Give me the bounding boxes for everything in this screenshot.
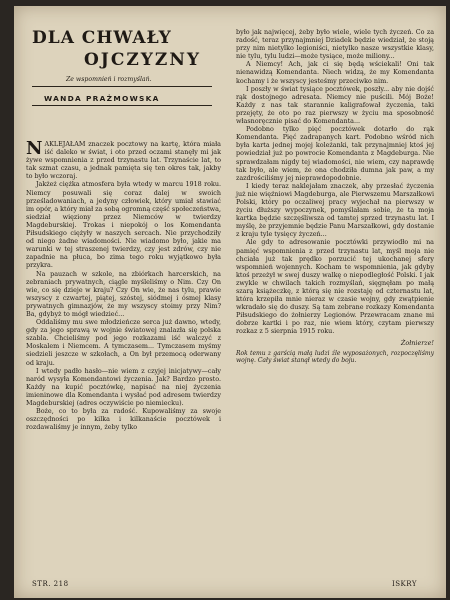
quote-text: Rok temu z garścią małą ludzi źle wyposażonych, rozpoczęliśmy wojnę. Cały świat stanął wtedy do boju.: [236, 349, 434, 365]
paragraph: I poszły w świat tysiące pocztówek, poszły... aby nie dojść rąk dostojnego adresata. Niemcy nie puścili. Mój Boże! Każdy z nas tak starannie kaligrafował życzenia, taki przejęty, że oto po raz pierwszy w życiu ma sposobność własnoręcznie pisać do Komendanta...: [236, 84, 434, 126]
paragraph: Boże, co to była za radość. Kupowaliśmy za swoje oszczędności po kilka i kilkanaście pocztówek i rozdawaliśmy je innym, żeby tylko: [26, 407, 221, 432]
paragraph: Na pauzach w szkole, na zbiórkach harcerskich, na zebraniach prywatnych, ciągle myśleliśmy o Nim. Czy On wie, co się dzieje w kraju? Czy On wie, że nas tylu, prawie wszyscy z czwartej, piątej, szóstej, siódmej i ósmej klasy prywatnych gimnazjów, że my wszyscy stoimy przy Nim? Ba, gdybyż to mógł wiedzieć...: [26, 269, 221, 318]
article-author: WANDA PRAŻMOWSKA: [44, 94, 160, 103]
paragraph: A Niemcy! Ach, jak ci się będą wściekali! Oni tak nienawidzą Komendanta. Niech widzą, że my Komendanta kochamy i że wszyscy jesteśmy przeciwko nim.: [236, 60, 434, 85]
article-subtitle: Ze wspomnień i rozmyślań.: [66, 76, 152, 83]
paragraph: NAKLEJAŁAM znaczek pocztowy na kartę, która miała iść daleko w świat, i oto przed oczami stanęły mi jak żywe wspomnienia z przed trzynastu lat. Trzynaście lat, to tak szmat czasu, a jednak pamięta się ten okres tak, jakby to było wczoraj.: [26, 138, 221, 181]
paragraph: było jak najwięcej, żeby było wiele, wiele tych życzeń. Co za radość, teraz przynajmniej Dziadek będzie wiedział, że stoją przy nim nietylko legioniści, nietylko nasze wszystkie klasy, nie tylu, tylu ludzi—może tysiące, może miliony...: [236, 28, 434, 61]
paragraph: I kiedy teraz naklejałam znaczek, aby przesłać życzenia już nie więźniowi Magdeburga, ale Pierwszemu Marszałkowi Polski, który po oczaliwej pracy wyjechał na pierwszy w życiu dłuższy wypoczynek, pomyślałam sobie, że ta moja kartka będzie szczęśliwsza od tamtej sprzed trzynastu lat. I myślę, że przyjemnie będzie Panu Marszałkowi, gdy dostanie z kraju tyle tysięcy życzeń...: [236, 181, 434, 239]
paragraph: Ale gdy to adresowanie pocztówki przywiodło mi na pamięć wspomnienia z przed trzynastu lat, myśl moja nie chciała już tak prędko porzucić tej ukochanej sfery wspomnień wojennych. Kocham te wspomnienia, jak gdyby ktoś przeżył w swej duszy walkę o niepodległość Polski. I jak zwykle w chwilach takich rozmyślań, sięgnęłam po małą szarą książeczkę, z którą się nie rozstaję od czternastu lat, która krzepiła mnie nieraz w czasie wojny, gdy zwątpienie wkradało się do duszy. Są tam zebrane rozkazy Komendanta Piłsudskiego do żołnierzy Legionów. Przewracam znane mi dobrze kartki i po raz, nie wiem który, czytam pierwszy rozkaz z 5 sierpnia 1915 roku.: [236, 238, 434, 336]
article-title-line2: OJCZYZNY: [84, 50, 202, 70]
paragraph: Oddaliśmy mu swe młodzieńcze serca już dawno, wtedy, gdy za jego sprawą w wojnie światowej znalazła się polska szabla. Chcieliśmy pod jego rozkazami iść walczyć z Moskalem i Niemcem. A tymczasem... Tymczasem myśmy siedzieli jeszcze w szkołach, a On był przemocą oderwany od kraju.: [26, 318, 221, 367]
magazine-name: ISKRY: [392, 580, 417, 588]
drop-cap: N: [26, 138, 43, 159]
divider-bottom: [32, 105, 212, 106]
paragraph: Jakżeż ciężka atmosfera była wtedy w marcu 1918 roku. Niemcy posuwali się coraz dalej w swoich prześladowaniach, a jedyny człowiek, który umiał stawiać im opór, a który miał za sobą ogromną część społeczeństwa, siedział więziony przez Niemców w twierdzy Magdeburskiej. Trokas i niepokój o los Komendanta Piłsudskiego ciężyły w naszych sercach. Nie przychodziły od niego żadne wiadomości. Nie wiadomo było, jakie ma warunki w tej straszenej twierdzy, czy jest zdrów, czy nie zapadnie na płuca, bo zima tego roku wyjątkowo była przykra.: [26, 180, 221, 270]
page-number: STR. 218: [32, 580, 69, 588]
paragraph: Podobno tylko pięć pocztówek dotarło do rąk Komendanta. Pięć zadrapanych kart. Podobno wśród nich była karta jednej mojej koleżanki, tak przynajmniej ktoś jej powiedział już po powrocie Komendanta z Magdeburga. Nie sprawdzałam nigdy tej wiadomości, nie wiem, czy naprawdę tak było, ale wiem, że ona chodziła dumna jak paw, a my zazdrościliśmy jej nieprawdopodobnie.: [236, 125, 434, 182]
left-column: [26, 140, 221, 570]
quote-heading: Żołnierze!: [400, 338, 434, 347]
article-title-line1: DLA CHWAŁY: [32, 28, 172, 48]
right-column: [236, 28, 434, 583]
paragraph: I wtedy padło hasło—nie wiem z czyjej inicjatywy—cały naród wysyła Komendantowi życzenia. Jak? Bardzo prosto. Każdy na kupić pocztówkę, napisać na niej życzenia imieninowe dla Komendanta i wysłać pod adresem twierdzy Magdeburskiej (adres oczywiście po niemiecku).: [26, 366, 221, 407]
magazine-page: [14, 6, 446, 598]
divider-top: [32, 86, 212, 87]
